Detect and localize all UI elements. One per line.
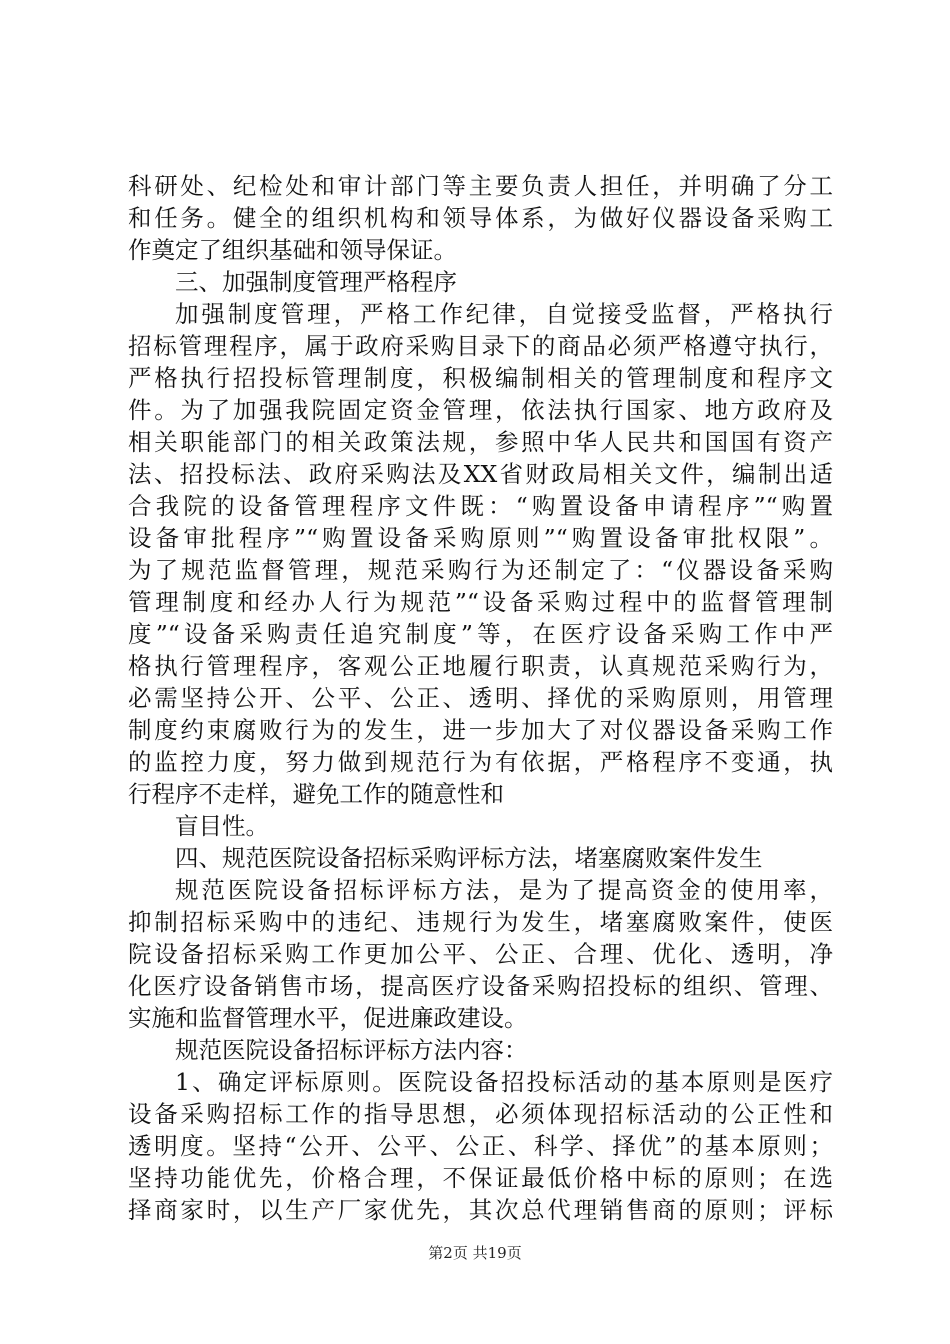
text-line: 1、确定评标原则。医院设备招投标活动的基本原则是医疗	[175, 1068, 833, 1096]
text-line: 相关职能部门的相关政策法规，参照中华人民共和国国有资产	[128, 428, 833, 456]
text-line: 度”“设备采购责任追究制度”等，在医疗设备采购工作中严	[128, 620, 833, 648]
text-line: 为了规范监督管理，规范采购行为还制定了：“仪器设备采购	[128, 556, 833, 584]
text-line: 盲目性。	[175, 812, 269, 840]
text-line: 坚持功能优先，价格合理，不保证最低价格中标的原则；在选	[128, 1164, 833, 1192]
text-line: 严格执行招投标管理制度，积极编制相关的管理制度和程序文	[128, 364, 833, 392]
text-line: 三、加强制度管理严格程序	[175, 268, 457, 296]
paragraph	[128, 170, 833, 266]
text-line: 抑制招标采购中的违纪、违规行为发生，堵塞腐败案件，使医	[128, 908, 833, 936]
section-heading	[128, 842, 833, 874]
text-line: 格执行管理程序，客观公正地履行职责，认真规范采购行为，	[128, 652, 833, 680]
text-line: 设备审批程序”“购置设备采购原则”“购置设备审批权限”。	[128, 524, 833, 552]
text-line: 院设备招标采购工作更加公平、公正、合理、优化、透明，净	[128, 940, 833, 968]
text-line: 规范医院设备招标评标方法，是为了提高资金的使用率，	[175, 876, 833, 904]
text-line: 行程序不走样，避免工作的随意性和	[128, 780, 504, 808]
text-line: 的监控力度，努力做到规范行为有依据，严格程序不变通，执	[128, 748, 833, 776]
paragraph	[128, 1034, 833, 1066]
text-line: 科研处、纪检处和审计部门等主要负责人担任，并明确了分工	[128, 172, 833, 200]
text-line: 规范医院设备招标评标方法内容：	[175, 1036, 528, 1064]
text-line: 化医疗设备销售市场，提高医疗设备采购招投标的组织、管理、	[128, 972, 833, 1000]
text-line: 实施和监督管理水平，促进廉政建设。	[128, 1004, 528, 1032]
page-footer: 第2页 共19页	[428, 1244, 522, 1262]
document-body	[128, 170, 833, 1226]
paragraph	[128, 298, 833, 810]
text-line: 加强制度管理，严格工作纪律，自觉接受监督，严格执行	[175, 300, 833, 328]
text-line: 件。为了加强我院固定资金管理，依法执行国家、地方政府及	[128, 396, 833, 424]
text-line: 择商家时，以生产厂家优先，其次总代理销售商的原则；评标	[128, 1196, 833, 1224]
text-line: 四、规范医院设备招标采购评标方法，堵塞腐败案件发生	[175, 844, 763, 872]
paragraph	[128, 810, 833, 842]
text-line: 管理制度和经办人行为规范”“设备采购过程中的监督管理制	[128, 588, 833, 616]
section-heading	[128, 266, 833, 298]
text-line: 必需坚持公开、公平、公正、透明、择优的采购原则，用管理	[128, 684, 833, 712]
text-line: 和任务。健全的组织机构和领导体系，为做好仪器设备采购工	[128, 204, 833, 232]
text-line: 作奠定了组织基础和领导保证。	[128, 236, 457, 264]
text-line: 设备采购招标工作的指导思想，必须体现招标活动的公正性和	[128, 1100, 833, 1128]
paragraph	[128, 1066, 833, 1226]
text-line: 法、招投标法、政府采购法及XX省财政局相关文件，编制出适	[128, 460, 833, 488]
text-line: 招标管理程序，属于政府采购目录下的商品必须严格遵守执行，	[128, 332, 833, 360]
paragraph	[128, 874, 833, 1034]
text-line: 透明度。坚持“公开、公平、公正、科学、择优”的基本原则；	[128, 1132, 833, 1160]
text-line: 合我院的设备管理程序文件既：“购置设备申请程序”“购置	[128, 492, 833, 520]
text-line: 制度约束腐败行为的发生，进一步加大了对仪器设备采购工作	[128, 716, 833, 744]
